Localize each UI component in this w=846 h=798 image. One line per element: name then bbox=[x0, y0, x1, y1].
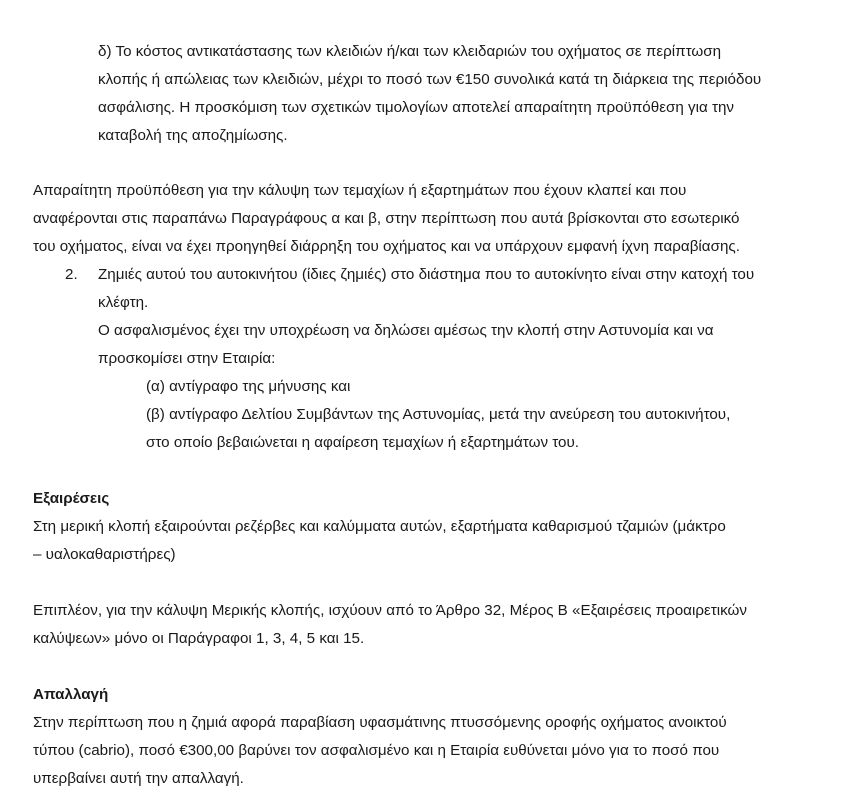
text-line: – υαλοκαθαριστήρες) bbox=[33, 546, 176, 563]
text-line: προσκομίσει στην Εταιρία: bbox=[98, 350, 276, 367]
text-line: κλέφτη. bbox=[98, 294, 149, 311]
text-line: Απαραίτητη προϋπόθεση για την κάλυψη των τεμαχίων ή εξαρτημάτων που έχουν κλαπεί και που bbox=[33, 182, 687, 199]
section-heading: Απαλλαγή bbox=[33, 686, 109, 703]
text-line: καλύψεων» μόνο οι Παράγραφοι 1, 3, 4, 5 και 15. bbox=[33, 630, 365, 647]
text-line: Ζημιές αυτού του αυτοκινήτου (ίδιες ζημιές) στο διάστημα που το αυτοκίνητο είναι στην κατοχή του bbox=[98, 266, 755, 283]
text-line: υπερβαίνει αυτή την απαλλαγή. bbox=[33, 770, 244, 787]
text-line: Επιπλέον, για την κάλυψη Μερικής κλοπής, ισχύουν από το Άρθρο 32, Μέρος Β «Εξαιρέσεις προαιρετικών bbox=[33, 602, 747, 619]
text-line: Στην περίπτωση που η ζημιά αφορά παραβίαση υφασμάτινης πτυσσόμενης οροφής οχήματος ανοικτού bbox=[33, 714, 727, 731]
section-heading: Εξαιρέσεις bbox=[33, 490, 110, 507]
text-line: ασφάλισης. Η προσκόμιση των σχετικών τιμολογίων αποτελεί απαραίτητη προϋπόθεση για την bbox=[98, 99, 735, 116]
text-line: δ) Το κόστος αντικατάστασης των κλειδιών ή/και των κλειδαριών του οχήματος σε περίπτωση bbox=[98, 43, 722, 60]
text-line: αναφέρονται στις παραπάνω Παραγράφους α και β, στην περίπτωση που αυτά βρίσκονται στο εσωτερικό bbox=[33, 210, 740, 227]
text-line: τύπου (cabrio), ποσό €300,00 βαρύνει τον ασφαλισμένο και η Εταιρία ευθύνεται μόνο για το ποσό που bbox=[33, 742, 720, 759]
text-line: Στη μερική κλοπή εξαιρούνται ρεζέρβες και καλύμματα αυτών, εξαρτήματα καθαρισμού τζαμιών (μάκτρο bbox=[33, 518, 726, 535]
item-number: 2. bbox=[65, 266, 78, 283]
text-line: Ο ασφαλισμένος έχει την υποχρέωση να δηλώσει αμέσως την κλοπή στην Αστυνομία και να bbox=[98, 322, 714, 339]
text-line: του οχήματος, είναι να έχει προηγηθεί διάρρηξη του οχήματος και να υπάρχουν εμφανή ίχνη παραβίασης. bbox=[33, 238, 740, 255]
sub-item-line: (α) αντίγραφο της μήνυσης και bbox=[146, 378, 351, 395]
sub-item-line: στο οποίο βεβαιώνεται η αφαίρεση τεμαχίων ή εξαρτημάτων του. bbox=[146, 434, 580, 451]
sub-item-line: (β) αντίγραφο Δελτίου Συμβάντων της Αστυνομίας, μετά την ανεύρεση του αυτοκινήτου, bbox=[146, 406, 731, 423]
text-line: καταβολή της αποζημίωσης. bbox=[98, 127, 288, 144]
text-line: κλοπής ή απώλειας των κλειδιών, μέχρι το ποσό των €150 συνολικά κατά τη διάρκεια της περιόδου bbox=[98, 71, 762, 88]
